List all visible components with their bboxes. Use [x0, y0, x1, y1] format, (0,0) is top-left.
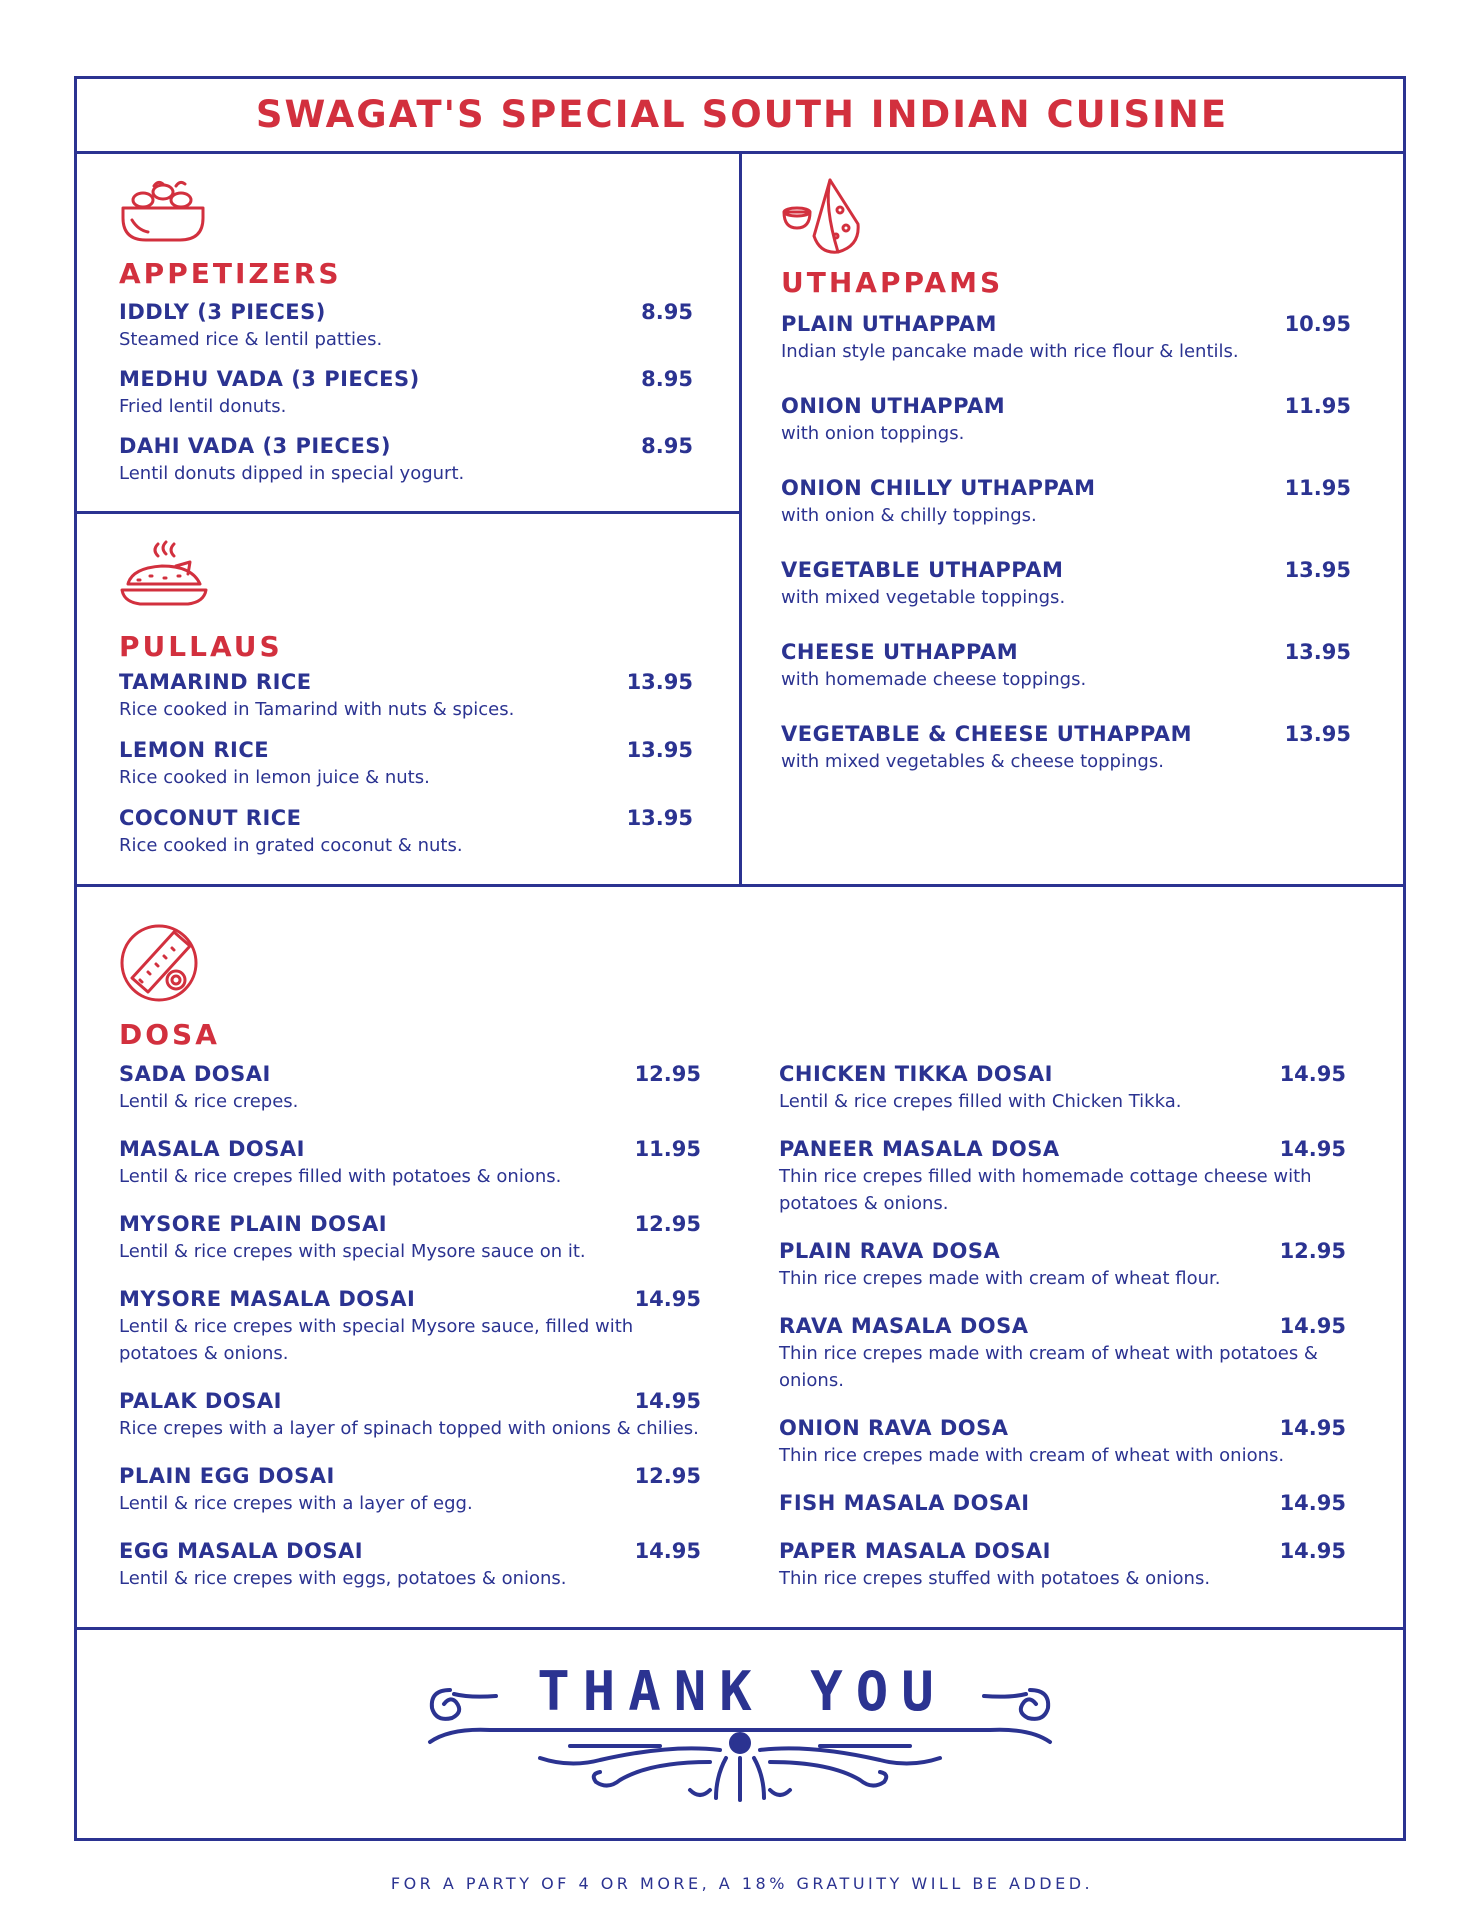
menu-item-row — [119, 367, 693, 391]
menu-item-description: with onion toppings. — [781, 423, 965, 444]
menu-item-price: 14.95 — [1279, 1539, 1346, 1563]
menu-item-description: Rice cooked in Tamarind with nuts & spices. — [119, 699, 515, 720]
menu-title: SWAGAT'S SPECIAL SOUTH INDIAN CUISINE — [255, 93, 1229, 136]
menu-item-name: SADA DOSAI — [119, 1062, 271, 1086]
menu-item — [119, 1389, 701, 1442]
menu-item-description: Thin rice crepes filled with homemade cottage cheese with potatoes & onions. — [779, 1166, 1312, 1214]
menu-item-name: PALAK DOSAI — [119, 1389, 282, 1413]
menu-item-price: 13.95 — [1284, 558, 1351, 582]
thank-you-text: THANK YOU — [537, 1660, 947, 1723]
menu-item-row — [119, 670, 693, 694]
menu-item-description: Steamed rice & lentil patties. — [119, 329, 383, 350]
menu-item-description: Rice crepes with a layer of spinach topped with onions & chilies. — [119, 1418, 699, 1439]
menu-item — [119, 300, 693, 353]
menu-item-row — [119, 1389, 701, 1413]
menu-item-description: with onion & chilly toppings. — [781, 505, 1037, 526]
menu-item-row — [781, 394, 1351, 418]
divider-footer — [74, 1627, 1406, 1630]
menu-item-name: CHEESE UTHAPPAM — [781, 640, 1019, 664]
menu-item-price: 12.95 — [1279, 1239, 1346, 1263]
gratuity-note: FOR A PARTY OF 4 OR MORE, A 18% GRATUITY WILL BE ADDED. — [390, 1874, 1094, 1893]
menu-item-price: 10.95 — [1284, 312, 1351, 336]
menu-item — [119, 1062, 701, 1115]
menu-item — [781, 312, 1351, 365]
menu-item-name: MEDHU VADA (3 PIECES) — [119, 367, 420, 391]
menu-item-row — [119, 1287, 701, 1311]
menu-item-description: Thin rice crepes made with cream of wheat with onions. — [779, 1445, 1285, 1466]
menu-item-description: Thin rice crepes made with cream of wheat flour. — [779, 1268, 1221, 1289]
menu-item-name: PANEER MASALA DOSA — [779, 1137, 1060, 1161]
menu-item-name: VEGETABLE UTHAPPAM — [781, 558, 1064, 582]
menu-item-row — [119, 434, 693, 458]
menu-item — [779, 1239, 1346, 1292]
menu-item — [779, 1491, 1346, 1515]
menu-item-price: 11.95 — [1284, 476, 1351, 500]
menu-item-name: MASALA DOSAI — [119, 1137, 305, 1161]
menu-item-name: MYSORE PLAIN DOSAI — [119, 1212, 388, 1236]
menu-item-name: PLAIN EGG DOSAI — [119, 1464, 335, 1488]
menu-item-price: 8.95 — [641, 434, 693, 458]
menu-item — [119, 1212, 701, 1265]
menu-item — [781, 558, 1351, 611]
menu-item-row — [119, 1062, 701, 1086]
menu-item — [779, 1539, 1346, 1592]
menu-item-name: ONION RAVA DOSA — [779, 1416, 1009, 1440]
menu-item — [119, 806, 693, 859]
menu-item-name: ONION UTHAPPAM — [781, 394, 1006, 418]
menu-item-price: 14.95 — [1279, 1491, 1346, 1515]
menu-item-price: 13.95 — [1284, 640, 1351, 664]
menu-item-description: Lentil & rice crepes with a layer of egg. — [119, 1493, 473, 1514]
menu-item-row — [781, 640, 1351, 664]
divider-vertical-top — [739, 151, 742, 886]
menu-item-row — [119, 300, 693, 324]
menu-item-name: MYSORE MASALA DOSAI — [119, 1287, 416, 1311]
menu-item-name: PAPER MASALA DOSAI — [779, 1539, 1051, 1563]
menu-item-price: 14.95 — [634, 1287, 701, 1311]
menu-item-price: 14.95 — [1279, 1137, 1346, 1161]
pullaus-heading: PULLAUS — [119, 630, 283, 663]
menu-item-name: TAMARIND RICE — [119, 670, 312, 694]
menu-item-row — [119, 806, 693, 830]
menu-item-price: 14.95 — [634, 1389, 701, 1413]
menu-item — [119, 434, 693, 487]
dosa-heading: DOSA — [119, 1018, 220, 1051]
menu-item-row — [779, 1137, 1346, 1161]
menu-item-name: PLAIN UTHAPPAM — [781, 312, 997, 336]
appetizers-heading: APPETIZERS — [119, 257, 342, 290]
menu-item-row — [119, 738, 693, 762]
menu-item-price: 11.95 — [1284, 394, 1351, 418]
menu-item — [119, 738, 693, 791]
menu-item-price: 14.95 — [1279, 1062, 1346, 1086]
menu-item-description: Indian style pancake made with rice flour & lentils. — [781, 341, 1239, 362]
menu-item-row — [779, 1539, 1346, 1563]
menu-item-description: Rice cooked in lemon juice & nuts. — [119, 767, 430, 788]
menu-item — [779, 1314, 1346, 1394]
menu-item-description: Lentil & rice crepes filled with potatoes & onions. — [119, 1166, 562, 1187]
appetizer-bowl-icon — [118, 178, 208, 244]
menu-item — [781, 640, 1351, 693]
menu-item — [779, 1416, 1346, 1469]
menu-item-description: Thin rice crepes made with cream of wheat with potatoes & onions. — [779, 1343, 1318, 1391]
menu-item — [779, 1062, 1346, 1115]
menu-item-row — [119, 1212, 701, 1236]
menu-item-description: with homemade cheese toppings. — [781, 669, 1087, 690]
menu-item-price: 8.95 — [641, 367, 693, 391]
menu-item-description: Lentil & rice crepes with eggs, potatoes & onions. — [119, 1568, 567, 1589]
menu-item-name: DAHI VADA (3 PIECES) — [119, 434, 392, 458]
menu-item-description: Lentil donuts dipped in special yogurt. — [119, 463, 465, 484]
menu-item-price: 11.95 — [634, 1137, 701, 1161]
divider-appetizers — [74, 511, 742, 514]
menu-item-name: RAVA MASALA DOSA — [779, 1314, 1029, 1338]
menu-item-row — [779, 1062, 1346, 1086]
menu-item — [781, 722, 1351, 775]
menu-item-price: 12.95 — [634, 1464, 701, 1488]
menu-item — [119, 1137, 701, 1190]
menu-item — [119, 1539, 701, 1592]
menu-item-price: 12.95 — [634, 1062, 701, 1086]
menu-item-row — [781, 558, 1351, 582]
divider-dosa-top — [74, 884, 1406, 887]
menu-item — [119, 1464, 701, 1517]
menu-item-price: 12.95 — [634, 1212, 701, 1236]
menu-item-row — [779, 1314, 1346, 1338]
uthappam-pizza-icon — [780, 176, 860, 256]
menu-item-name: CHICKEN TIKKA DOSAI — [779, 1062, 1053, 1086]
menu-item-description: Lentil & rice crepes with special Mysore sauce, filled with potatoes & onions. — [119, 1316, 634, 1364]
menu-item-price: 13.95 — [626, 670, 693, 694]
menu-item-description: Lentil & rice crepes. — [119, 1091, 299, 1112]
menu-item-description: Fried lentil donuts. — [119, 396, 287, 417]
menu-item-description: with mixed vegetable toppings. — [781, 587, 1066, 608]
menu-item-name: EGG MASALA DOSAI — [119, 1539, 364, 1563]
menu-item-description: Rice cooked in grated coconut & nuts. — [119, 835, 463, 856]
menu-item-row — [781, 312, 1351, 336]
menu-item-row — [119, 1137, 701, 1161]
menu-item-name: IDDLY (3 PIECES) — [119, 300, 326, 324]
menu-item-name: LEMON RICE — [119, 738, 270, 762]
menu-item-price: 13.95 — [626, 738, 693, 762]
menu-item-row — [781, 722, 1351, 746]
menu-item-row — [781, 476, 1351, 500]
menu-item-row — [119, 1539, 701, 1563]
menu-item-price: 13.95 — [626, 806, 693, 830]
pullau-dish-icon — [118, 540, 210, 612]
menu-item — [781, 394, 1351, 447]
menu-item-row — [779, 1491, 1346, 1515]
menu-item-row — [119, 1464, 701, 1488]
menu-item — [119, 1287, 701, 1367]
menu-item-name: ONION CHILLY UTHAPPAM — [781, 476, 1096, 500]
menu-item-name: FISH MASALA DOSAI — [779, 1491, 1030, 1515]
menu-item — [119, 670, 693, 723]
menu-item-price: 8.95 — [641, 300, 693, 324]
menu-item-description: Lentil & rice crepes filled with Chicken Tikka. — [779, 1091, 1182, 1112]
menu-item-row — [779, 1416, 1346, 1440]
menu-item — [779, 1137, 1346, 1217]
menu-item — [781, 476, 1351, 529]
menu-item-description: Lentil & rice crepes with special Mysore sauce on it. — [119, 1241, 586, 1262]
menu-item-name: COCONUT RICE — [119, 806, 302, 830]
menu-item-description: with mixed vegetables & cheese toppings. — [781, 751, 1164, 772]
menu-item-name: PLAIN RAVA DOSA — [779, 1239, 1001, 1263]
menu-item-description: Thin rice crepes stuffed with potatoes & onions. — [779, 1568, 1211, 1589]
menu-item-name: VEGETABLE & CHEESE UTHAPPAM — [781, 722, 1192, 746]
uthappams-heading: UTHAPPAMS — [781, 266, 1004, 299]
flourish-ornament — [420, 1650, 1060, 1810]
dosa-plate-icon — [118, 922, 200, 1004]
menu-item — [119, 367, 693, 420]
menu-item-price: 13.95 — [1284, 722, 1351, 746]
menu-item-row — [779, 1239, 1346, 1263]
menu-item-price: 14.95 — [634, 1539, 701, 1563]
menu-item-price: 14.95 — [1279, 1416, 1346, 1440]
menu-item-price: 14.95 — [1279, 1314, 1346, 1338]
